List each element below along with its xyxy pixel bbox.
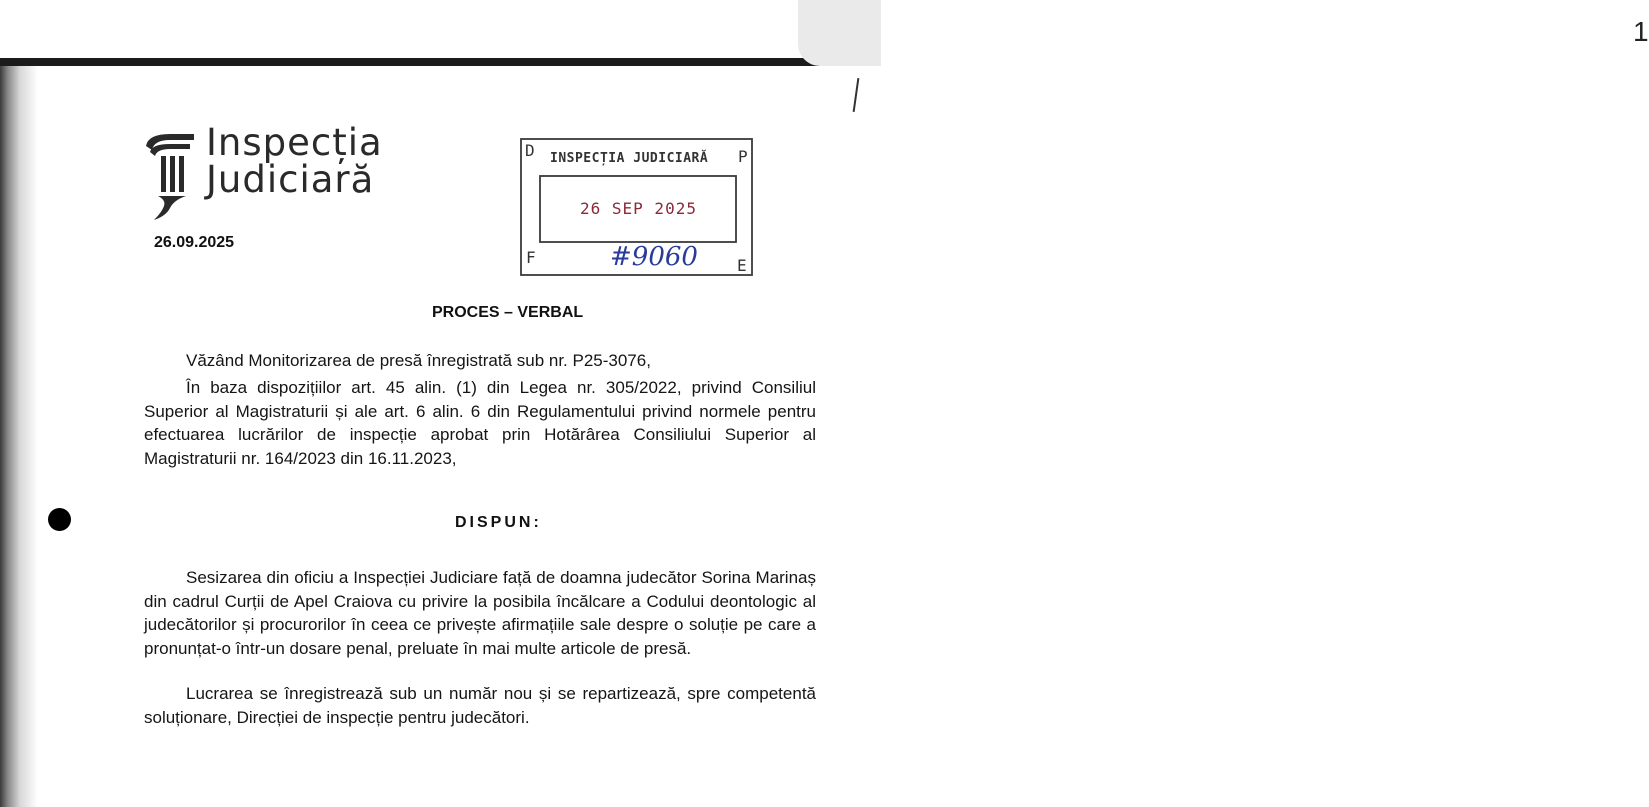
logo-line-2: Judiciară	[206, 158, 375, 201]
stamp-date: 26 SEP 2025	[580, 199, 697, 218]
pen-mark	[853, 78, 860, 112]
logo-line-1: Inspecția	[206, 121, 383, 164]
stamp-corner-f: F	[526, 248, 536, 267]
body-paragraph-1: Sesizarea din oficiu a Inspecției Judiciare față de doamna judecător Sorina Marinaș din cadrul Curții de Apel Craiova cu privire la posibila încălcare a Codului deontologic al judecătorilor și procurorilor în ceea ce privește afirmațiile sale despre o soluție pe care a pronunțat-o într-un dosare penal, preluate în mai multe articole de presă.	[144, 568, 816, 658]
intro-paragraph-1: Văzând Monitorizarea de presă înregistrată sub nr. P25-3076,	[186, 351, 651, 370]
page-number: 1	[1633, 16, 1649, 47]
logo-wordmark	[206, 121, 383, 201]
registration-stamp	[520, 138, 753, 276]
document-date: 26.09.2025	[154, 234, 235, 251]
document-title: PROCES – VERBAL	[432, 304, 584, 321]
previous-page-edge	[0, 0, 818, 58]
stamp-corner-e: E	[737, 256, 747, 275]
institution-logo	[144, 121, 394, 220]
page-indicator	[798, 0, 1649, 66]
intro-paragraph-2: În baza dispozițiilor art. 45 alin. (1) din Legea nr. 305/2022, privind Consiliul Superior al Magistraturii și ale art. 6 alin. 6 din Regulamentului privind normele pentru efectuarea lucrărilor de inspecție aprobat prin Hotărârea Consiliului Superior al Magistraturii nr. 164/2023 din 16.11.2023,	[144, 378, 816, 468]
dispun-heading: DISPUN:	[455, 514, 542, 531]
stamp-corner-d: D	[525, 141, 535, 160]
punch-hole	[48, 508, 71, 531]
body-paragraph-2: Lucrarea se înregistrează sub un număr nou și se repartizează, spre competentă soluționare, Direcției de inspecție pentru judecători.	[144, 684, 816, 727]
stamp-registration-number: #9060	[610, 242, 698, 272]
paper-left-shadow	[0, 66, 40, 807]
stamp-corner-p: P	[738, 147, 748, 166]
column-logo-icon	[144, 128, 198, 222]
stamp-title: INSPECȚIA JUDICIARĂ	[550, 151, 709, 166]
